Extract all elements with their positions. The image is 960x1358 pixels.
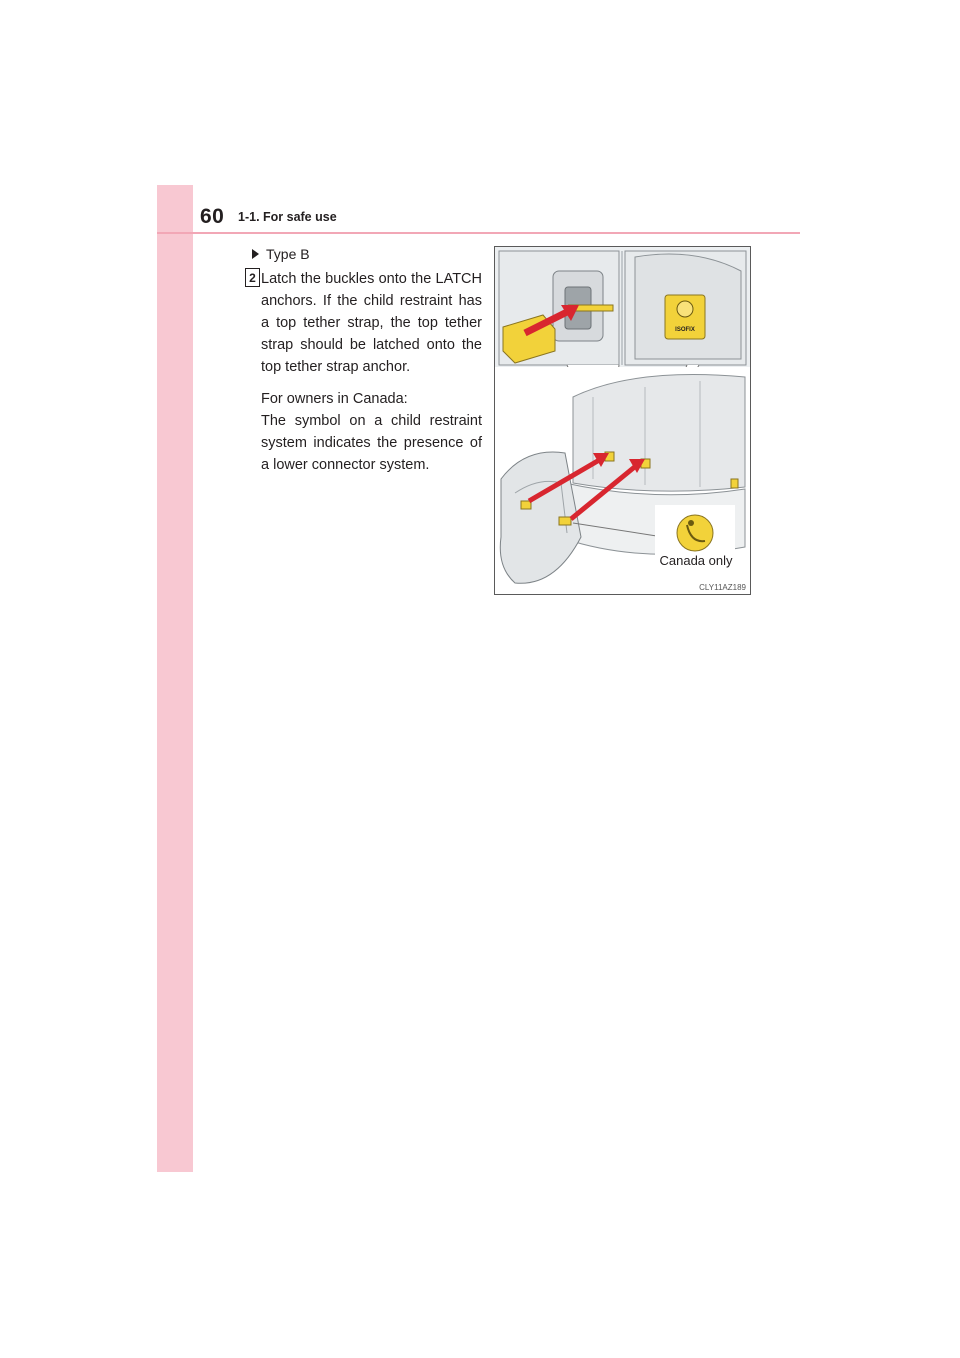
canada-owners-heading: For owners in Canada: xyxy=(261,391,408,407)
body-text xyxy=(261,268,482,486)
canada-owners-paragraph: The symbol on a child restraint system indicates the presence of a lower connector system. xyxy=(261,413,482,473)
svg-text:ISOFIX: ISOFIX xyxy=(675,327,695,333)
illustration-svg xyxy=(495,247,750,594)
page-number: 60 xyxy=(200,205,225,228)
figure-code: CLY11AZ189 xyxy=(699,583,746,592)
canada-child-seat-icon xyxy=(677,515,713,551)
instruction-paragraph: Latch the buckles onto the LATCH anchors. If the child restraint has a top tether strap, the top tether strap should be latched onto the top tether strap anchor. xyxy=(261,271,482,375)
subhead-label: Type B xyxy=(266,246,310,262)
latch-anchor-illustration xyxy=(494,246,751,595)
triangle-bullet-icon xyxy=(252,249,259,259)
step-number-badge: 2 xyxy=(245,268,260,287)
canada-only-label: Canada only xyxy=(659,553,733,568)
page-side-band xyxy=(157,185,193,1172)
header-rule xyxy=(157,232,800,234)
section-title: 1-1. For safe use xyxy=(238,210,337,224)
subhead xyxy=(252,246,310,262)
